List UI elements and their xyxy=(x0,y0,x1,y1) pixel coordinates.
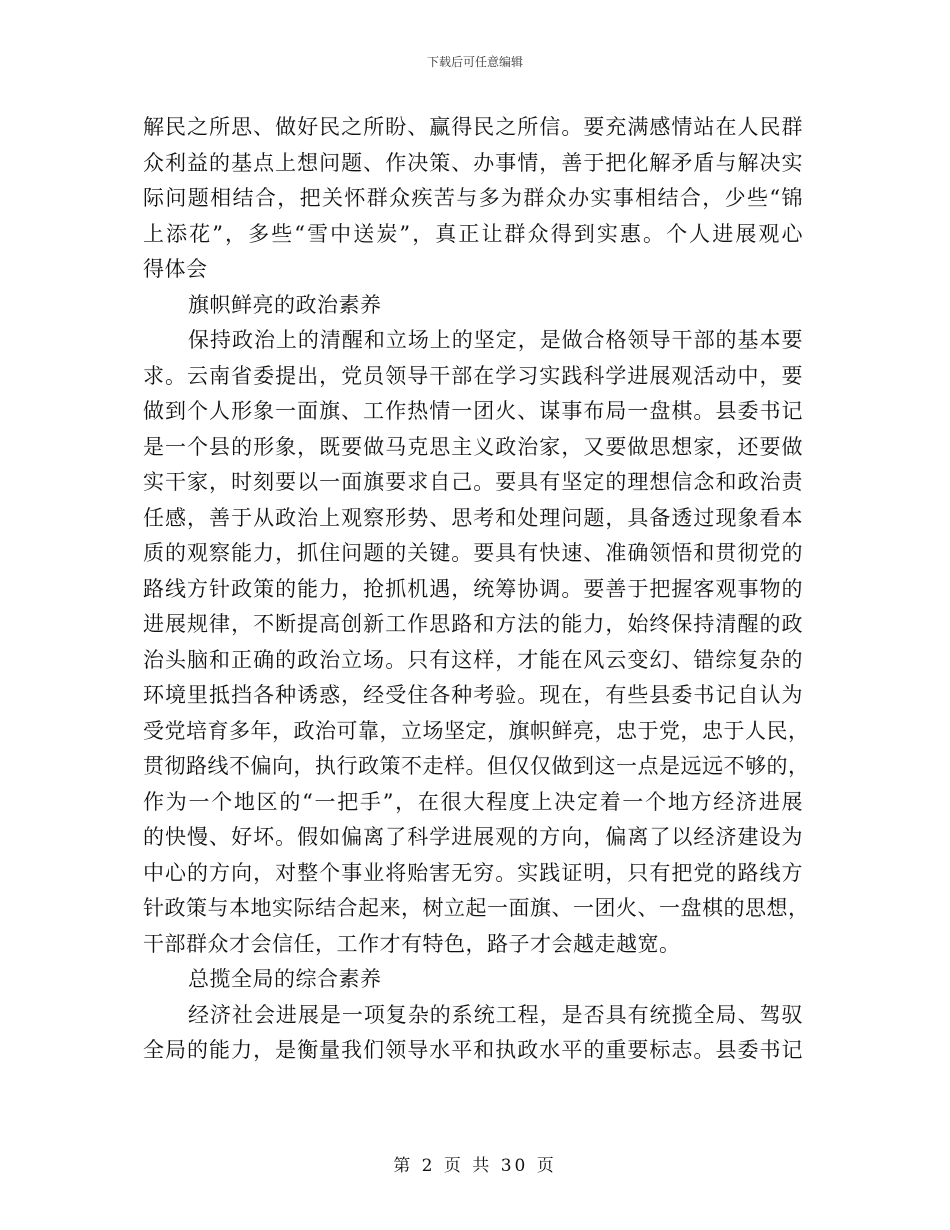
text-line: 上添花”，多些“雪中送炭”，真正让群众得到实惠。个人进展观心 xyxy=(143,221,803,246)
page-header: 下载后可任意编辑 xyxy=(426,55,523,69)
text-line: 针政策与本地实际结合起来，树立起一面旗、一团火、一盘棋的思想， xyxy=(143,896,810,920)
document-body xyxy=(143,110,810,1069)
text-line: 实干家，时刻要以一面旗要求自己。要具有坚定的理想信念和政治责 xyxy=(143,470,803,494)
text-line: 中心的方向，对整个事业将贻害无穷。实践证明，只有把党的路线方 xyxy=(143,860,803,885)
text-line: 环境里抵挡各种诱惑，经受住各种考验。现在，有些县委书记自认为 xyxy=(143,683,803,707)
text-line: 是一个县的形象，既要做马克思主义政治家，又要做思想家，还要做 xyxy=(143,434,803,459)
section-heading: 总揽全局的综合素养 xyxy=(188,967,382,991)
text-line: 任感，善于从政治上观察形势、思考和处理问题，具备透过现象看本 xyxy=(143,505,803,530)
text-line: 全局的能力，是衡量我们领导水平和执政水平的重要标志。县委书记 xyxy=(143,1038,803,1062)
text-line: 保持政治上的清醒和立场上的坚定，是做合格领导干部的基本要 xyxy=(188,328,803,352)
text-line: 解民之所思、做好民之所盼、赢得民之所信。要充满感情站在人民群 xyxy=(143,115,803,139)
text-line: 的快慢、好坏。假如偏离了科学进展观的方向，偏离了以经济建设为 xyxy=(143,825,803,849)
text-line: 作为一个地区的“一把手”，在很大程度上决定着一个地方经济进展 xyxy=(143,789,803,814)
text-line: 质的观察能力，抓住问题的关键。要具有快速、准确领悟和贯彻党的 xyxy=(143,541,803,565)
text-line: 经济社会进展是一项复杂的系统工程，是否具有统揽全局、驾驭 xyxy=(188,1002,803,1027)
text-line: 求。云南省委提出，党员领导干部在学习实践科学进展观活动中，要 xyxy=(143,363,803,388)
text-line: 治头脑和正确的政治立场。只有这样，才能在风云变幻、错综复杂的 xyxy=(143,647,803,672)
text-line: 受党培育多年，政治可靠，立场坚定，旗帜鲜亮，忠于党，忠于人民， xyxy=(143,718,810,743)
text-line: 际问题相结合，把关怀群众疾苦与多为群众办实事相结合，少些“锦 xyxy=(143,186,803,210)
text-line: 贯彻路线不偏向，执行政策不走样。但仅仅做到这一点是远远不够的， xyxy=(143,754,810,778)
text-line: 众利益的基点上想问题、作决策、办事情，善于把化解矛盾与解决实 xyxy=(143,150,803,175)
text-line: 干部群众才会信任，工作才有特色，路子才会越走越宽。 xyxy=(143,931,681,956)
text-line: 做到个人形象一面旗、工作热情一团火、谋事布局一盘棋。县委书记 xyxy=(143,399,803,423)
text-line: 路线方针政策的能力，抢抓机遇，统筹协调。要善于把握客观事物的 xyxy=(143,576,803,601)
page-footer: 第 2 页 共 30 页 xyxy=(393,1156,557,1176)
text-line: 得体会 xyxy=(143,257,208,281)
text-line: 进展规律，不断提高创新工作思路和方法的能力，始终保持清醒的政 xyxy=(143,612,803,636)
section-heading: 旗帜鲜亮的政治素养 xyxy=(188,292,382,317)
